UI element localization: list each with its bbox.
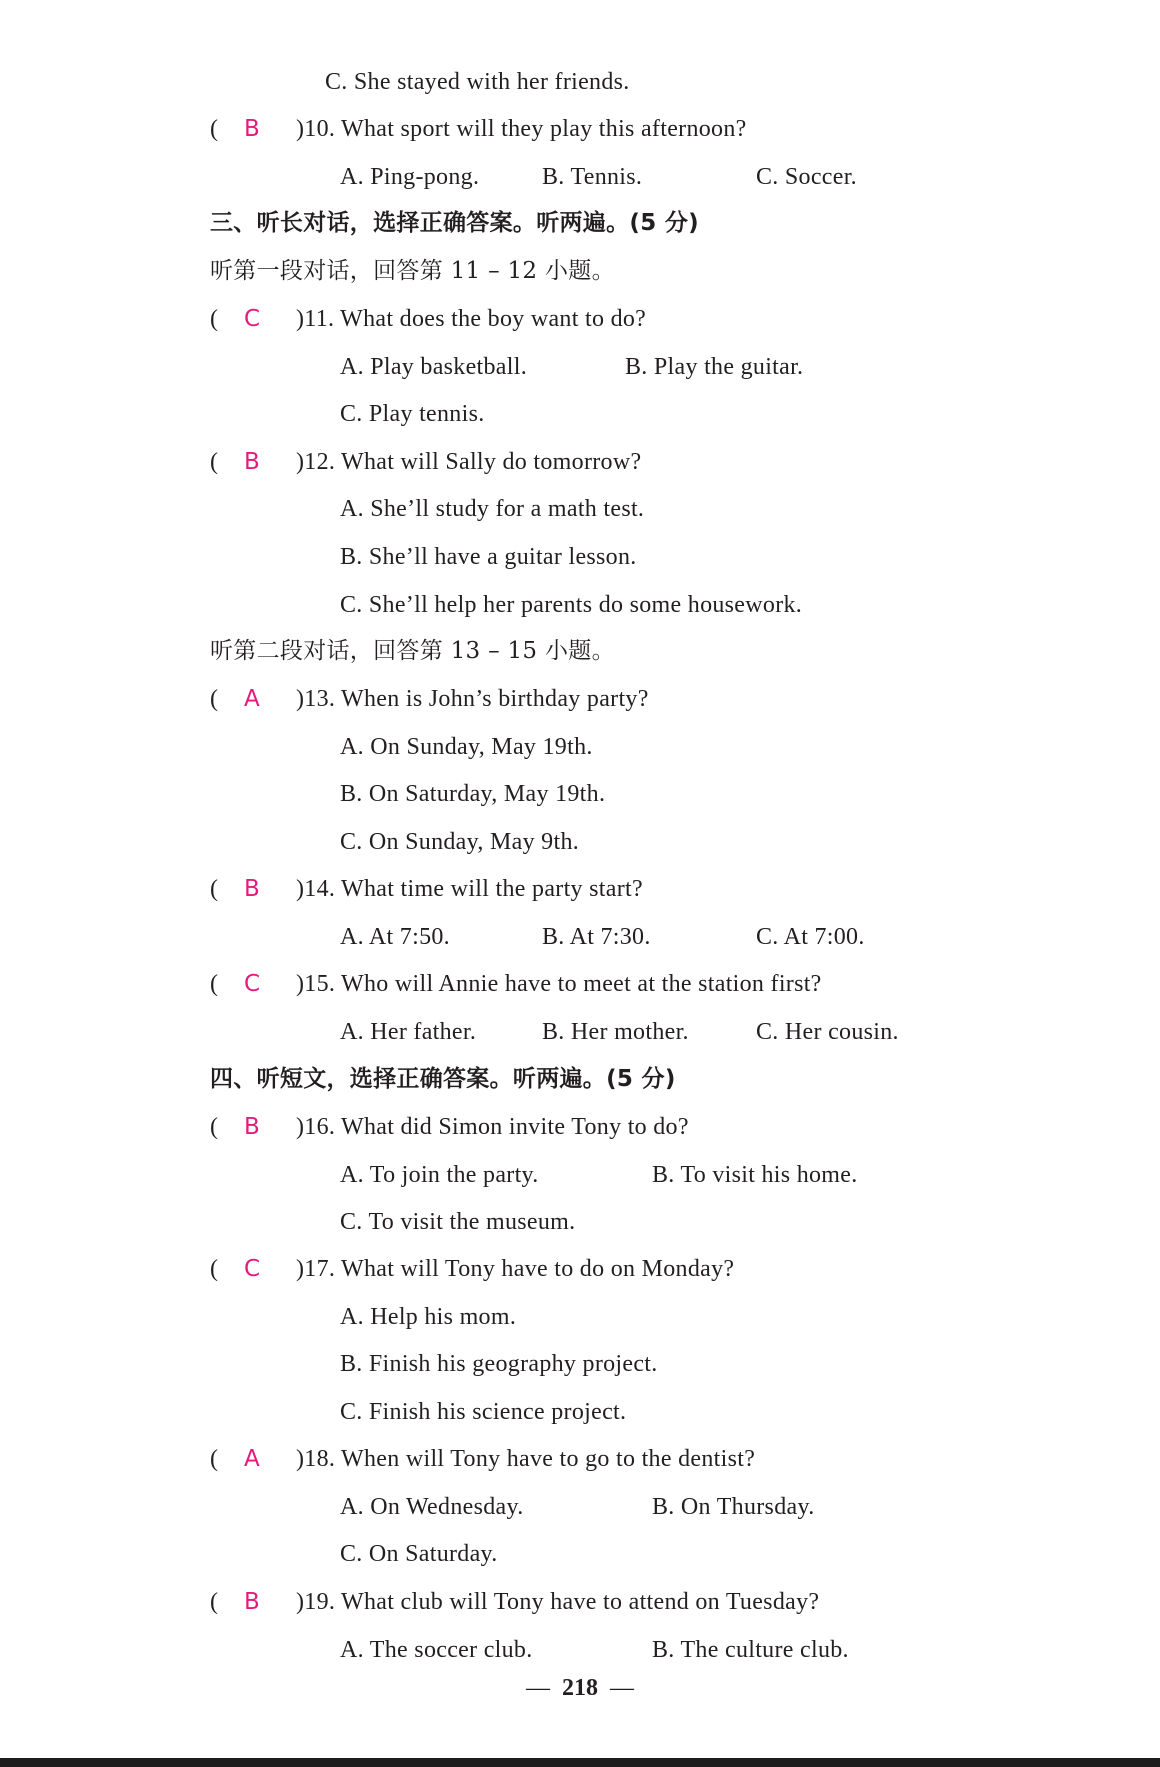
option-b: B. Finish his geography project. xyxy=(340,1351,658,1377)
option-a: A. Play basketball. xyxy=(340,354,528,380)
answer-mark: B xyxy=(244,449,261,475)
open-paren: ( xyxy=(210,686,219,712)
answer-mark: B xyxy=(244,1114,261,1140)
question-text: )14. What time will the party start? xyxy=(296,876,643,902)
answer-mark: C xyxy=(244,971,261,997)
question-text: )12. What will Sally do tomorrow? xyxy=(296,449,642,475)
option-b: B. At 7:30. xyxy=(542,924,651,950)
option-a: A. She’ll study for a math test. xyxy=(340,496,645,522)
question-text: )15. Who will Annie have to meet at the station first? xyxy=(296,971,822,997)
question-text: )17. What will Tony have to do on Monday? xyxy=(296,1256,735,1282)
option-c: C. Play tennis. xyxy=(340,401,485,427)
option-text: C. She stayed with her friends. xyxy=(325,69,630,95)
open-paren: ( xyxy=(210,876,219,902)
answer-mark: C xyxy=(244,1256,261,1282)
page-number-footer xyxy=(0,1668,1160,1708)
footer-dash-right: — xyxy=(610,1675,634,1701)
option-b: B. Tennis. xyxy=(542,164,643,190)
question-text: )10. What sport will they play this afternoon? xyxy=(296,116,747,142)
answer-mark: A xyxy=(244,1446,261,1472)
answer-mark: B xyxy=(244,116,261,142)
option-b: B. On Thursday. xyxy=(652,1494,815,1520)
answer-mark: C xyxy=(244,306,261,332)
open-paren: ( xyxy=(210,306,219,332)
option-c: C. On Sunday, May 9th. xyxy=(340,829,580,855)
footer-dash-left: — xyxy=(526,1675,550,1701)
question-text: )18. When will Tony have to go to the dentist? xyxy=(296,1446,756,1472)
option-a: A. Her father. xyxy=(340,1019,477,1045)
option-a: A. Ping-pong. xyxy=(340,164,480,190)
page-number: 218 xyxy=(562,1675,598,1701)
option-c: C. To visit the museum. xyxy=(340,1209,576,1235)
section-heading: 三、听长对话，选择正确答案。听两遍。(5 分) xyxy=(210,210,699,236)
option-a: A. At 7:50. xyxy=(340,924,450,950)
option-a: A. The soccer club. xyxy=(340,1637,533,1663)
option-c: C. At 7:00. xyxy=(756,924,865,950)
option-c: C. Soccer. xyxy=(756,164,857,190)
option-b: B. Her mother. xyxy=(542,1019,689,1045)
option-b: B. She’ll have a guitar lesson. xyxy=(340,544,637,570)
question-text: )19. What club will Tony have to attend on Tuesday? xyxy=(296,1589,820,1615)
open-paren: ( xyxy=(210,1256,219,1282)
question-text: )13. When is John’s birthday party? xyxy=(296,686,649,712)
answer-mark: B xyxy=(244,1589,261,1615)
option-a: A. On Sunday, May 19th. xyxy=(340,734,593,760)
open-paren: ( xyxy=(210,1446,219,1472)
option-c: C. Her cousin. xyxy=(756,1019,899,1045)
option-c: C. On Saturday. xyxy=(340,1541,498,1567)
option-b: B. Play the guitar. xyxy=(625,354,804,380)
option-a: A. On Wednesday. xyxy=(340,1494,524,1520)
option-b: B. On Saturday, May 19th. xyxy=(340,781,606,807)
answer-mark: B xyxy=(244,876,261,902)
open-paren: ( xyxy=(210,971,219,997)
option-a: A. Help his mom. xyxy=(340,1304,517,1330)
option-b: B. To visit his home. xyxy=(652,1162,858,1188)
option-c: C. She’ll help her parents do some housework. xyxy=(340,592,803,618)
open-paren: ( xyxy=(210,1114,219,1140)
option-c: C. Finish his science project. xyxy=(340,1399,627,1425)
option-a: A. To join the party. xyxy=(340,1162,539,1188)
question-text: )16. What did Simon invite Tony to do? xyxy=(296,1114,689,1140)
open-paren: ( xyxy=(210,1589,219,1615)
option-b: B. The culture club. xyxy=(652,1637,849,1663)
section-heading: 四、听短文，选择正确答案。听两遍。(5 分) xyxy=(210,1066,676,1092)
open-paren: ( xyxy=(210,449,219,475)
answer-mark: A xyxy=(244,686,261,712)
dialogue-intro: 听第二段对话，回答第 13 – 15 小题。 xyxy=(210,638,615,664)
bottom-border xyxy=(0,1758,1160,1767)
dialogue-intro: 听第一段对话，回答第 11 – 12 小题。 xyxy=(210,258,615,284)
open-paren: ( xyxy=(210,116,219,142)
question-text: )11. What does the boy want to do? xyxy=(296,306,647,332)
